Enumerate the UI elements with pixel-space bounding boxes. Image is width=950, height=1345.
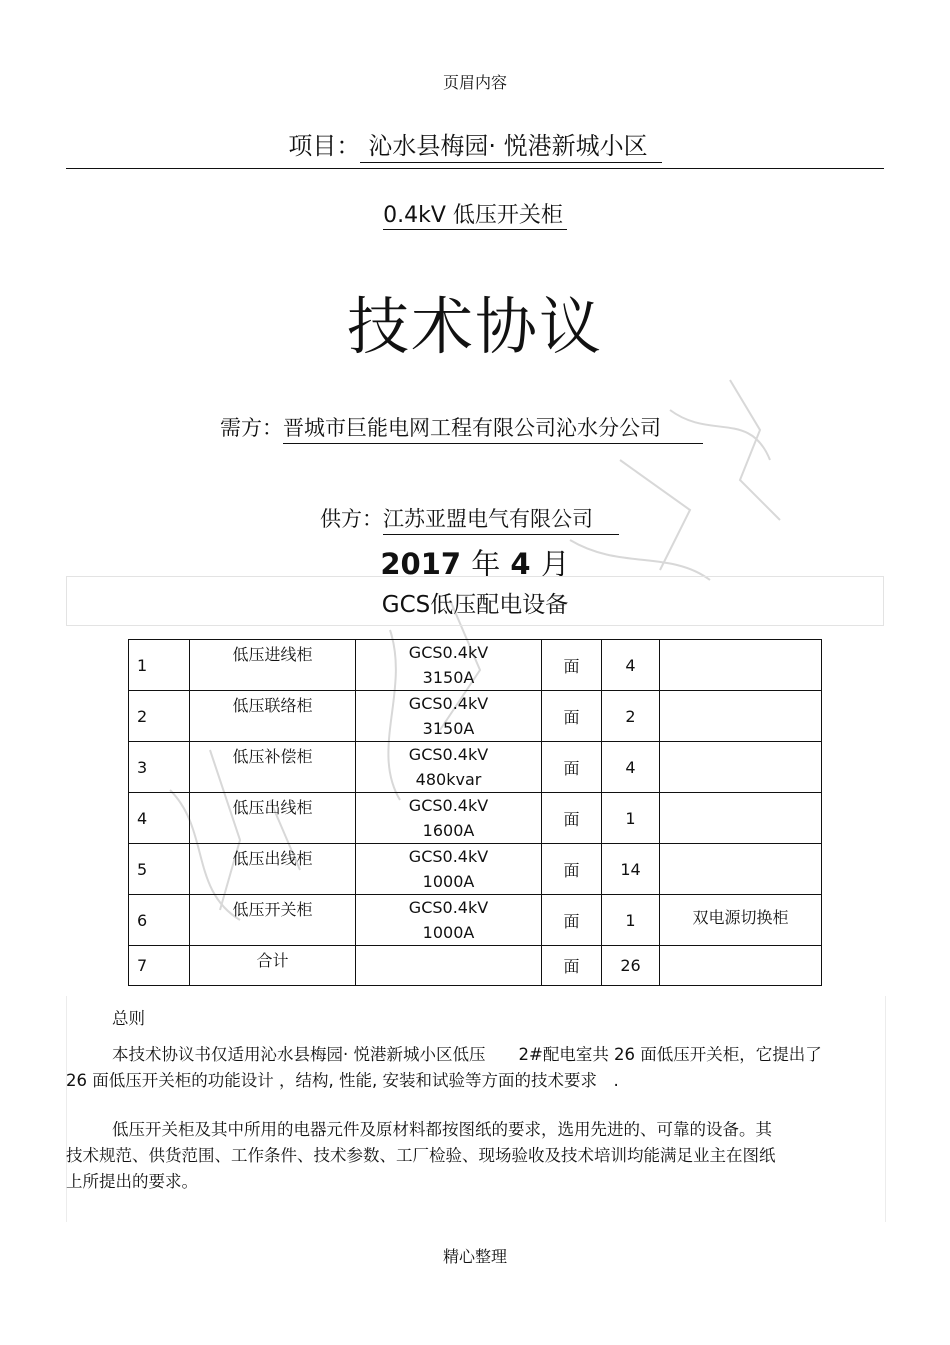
paragraph-line: 本技术协议书仅适用沁水县梅园· 悦港新城小区低压 2#配电室共 26 面低压开关柜，它提出了	[112, 1045, 822, 1064]
project-name: 沁水县梅园· 悦港新城小区	[360, 132, 661, 163]
equipment-name: 低压开关柜	[190, 895, 356, 946]
equipment-name: 低压出线柜	[190, 793, 356, 844]
date-month-unit: 月	[540, 547, 570, 581]
table-row	[129, 844, 822, 895]
unit: 面	[542, 946, 602, 986]
remark	[660, 793, 822, 844]
remark	[660, 844, 822, 895]
date-year: 2017	[380, 547, 462, 581]
buyer-name: 晋城市巨能电网工程有限公司沁水分公司	[283, 416, 703, 444]
header-divider	[66, 168, 884, 169]
model-rating: 1000A	[422, 923, 475, 942]
equipment-model	[356, 946, 542, 986]
date-year-unit: 年	[471, 547, 501, 581]
model-spec: GCS0.4kV	[408, 643, 489, 662]
equipment-model	[356, 640, 542, 691]
spec-line	[0, 198, 950, 229]
table-row	[129, 895, 822, 946]
row-number: 5	[129, 844, 190, 895]
row-number: 6	[129, 895, 190, 946]
model-spec: GCS0.4kV	[408, 745, 489, 764]
table-total-row	[129, 946, 822, 986]
section-heading: 总则	[112, 1009, 145, 1028]
row-number: 2	[129, 691, 190, 742]
model-spec: GCS0.4kV	[408, 796, 489, 815]
quantity: 1	[602, 793, 660, 844]
row-number: 4	[129, 793, 190, 844]
paragraph-requirements	[66, 1117, 866, 1195]
table-row	[129, 640, 822, 691]
model-rating: 3150A	[422, 719, 475, 738]
buyer-label: 需方：	[220, 416, 283, 440]
row-number: 1	[129, 640, 190, 691]
equipment-name: 低压出线柜	[190, 844, 356, 895]
quantity: 14	[602, 844, 660, 895]
paragraph-line: 技术规范、供货范围、工作条件、技术参数、工厂检验、现场验收及技术培训均能满足业主在图纸	[66, 1146, 776, 1165]
remark	[660, 946, 822, 986]
model-rating: 1000A	[422, 872, 475, 891]
remark	[660, 640, 822, 691]
equipment-model	[356, 895, 542, 946]
equipment-name: 低压补偿柜	[190, 742, 356, 793]
unit: 面	[542, 793, 602, 844]
document-title: 技术协议	[346, 290, 603, 363]
remark	[660, 691, 822, 742]
row-number: 7	[129, 946, 190, 986]
unit: 面	[542, 640, 602, 691]
quantity: 2	[602, 691, 660, 742]
date-month: 4	[510, 547, 531, 581]
equipment-model	[356, 793, 542, 844]
equipment-name: 低压联络柜	[190, 691, 356, 742]
paragraph-line: 上所提出的要求。	[66, 1172, 198, 1191]
model-spec: GCS0.4kV	[408, 847, 489, 866]
model-rating: 1600A	[422, 821, 475, 840]
paragraph-line: 低压开关柜及其中所用的电器元件及原材料都按图纸的要求，选用先进的、可靠的设备。其	[112, 1120, 772, 1139]
buyer-line	[220, 412, 703, 442]
table-row	[129, 793, 822, 844]
row-number: 3	[129, 742, 190, 793]
quantity: 1	[602, 895, 660, 946]
paragraph-scope	[66, 1042, 886, 1094]
table-row	[129, 691, 822, 742]
supplier-name: 江苏亚盟电气有限公司	[383, 507, 619, 535]
unit: 面	[542, 691, 602, 742]
equipment-name: 低压进线柜	[190, 640, 356, 691]
project-label: 项目：	[288, 132, 361, 160]
model-rating: 480kvar	[415, 770, 482, 789]
total-quantity: 26	[602, 946, 660, 986]
remark	[660, 742, 822, 793]
supplier-line	[320, 503, 619, 533]
equipment-table	[128, 639, 822, 986]
section-title: GCS低压配电设备	[381, 592, 569, 618]
model-rating: 3150A	[422, 668, 475, 687]
model-spec: GCS0.4kV	[408, 694, 489, 713]
unit: 面	[542, 742, 602, 793]
unit: 面	[542, 895, 602, 946]
model-spec: GCS0.4kV	[408, 898, 489, 917]
quantity: 4	[602, 640, 660, 691]
total-label: 合计	[190, 946, 356, 986]
equipment-model	[356, 844, 542, 895]
project-line	[0, 126, 950, 161]
table-row	[129, 742, 822, 793]
equipment-model	[356, 691, 542, 742]
unit: 面	[542, 844, 602, 895]
quantity: 4	[602, 742, 660, 793]
equipment-model	[356, 742, 542, 793]
paragraph-line: 26 面低压开关柜的功能设计 ，结构, 性能, 安装和试验等方面的技术要求 .	[66, 1071, 619, 1090]
remark: 双电源切换柜	[660, 895, 822, 946]
supplier-label: 供方：	[320, 507, 383, 531]
spec-text: 0.4kV 低压开关柜	[383, 203, 567, 230]
page-header: 页眉内容	[442, 73, 507, 92]
page-footer: 精心整理	[442, 1247, 507, 1266]
